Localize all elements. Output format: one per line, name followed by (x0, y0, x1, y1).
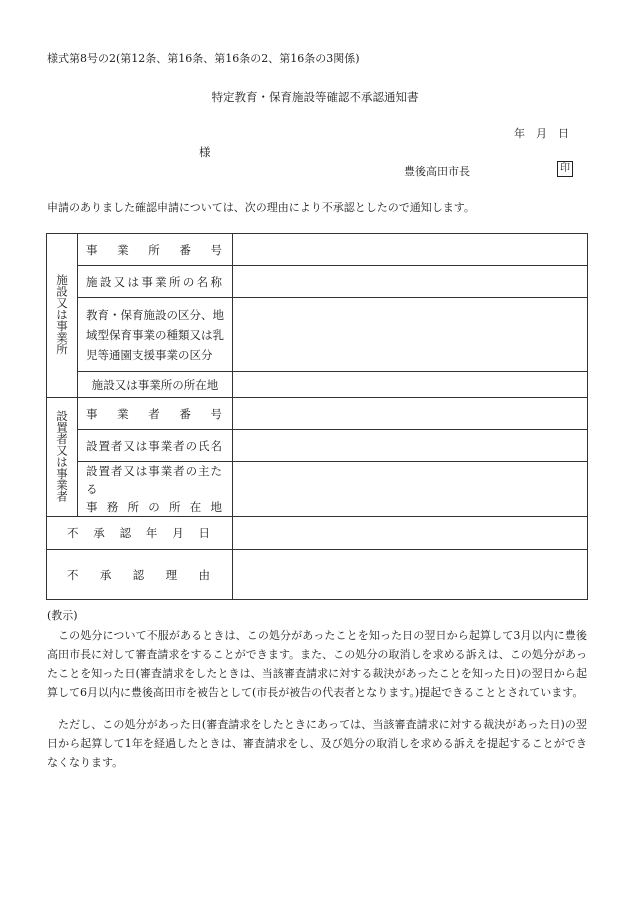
operator-name-value[interactable] (233, 430, 588, 462)
operator-group-label: 設置者又は事業者 (55, 409, 69, 502)
table-row (47, 266, 588, 298)
facility-address-value[interactable] (233, 372, 588, 398)
table-row (47, 234, 588, 266)
notice-form-table (46, 233, 588, 600)
form-reference: 様式第8号の2(第12条、第16条、第16条の2、第16条の3関係) (47, 52, 360, 65)
operator-number-value[interactable] (233, 398, 588, 430)
facility-group-cell (47, 234, 78, 398)
table-row (47, 372, 588, 398)
table-row (47, 298, 588, 372)
facility-category-value[interactable] (233, 298, 588, 372)
operator-office-address-label: 設置者又は事業者の主たる 事務所の所在地 (78, 462, 233, 517)
operator-group-cell (47, 398, 78, 517)
table-row (47, 398, 588, 430)
issuer-name: 豊後高田市長 (404, 165, 470, 178)
date-line: 年 月 日 (514, 127, 569, 140)
rejection-date-value[interactable] (233, 517, 588, 550)
document-title: 特定教育・保育施設等確認不承認通知書 (211, 90, 419, 104)
facility-number-value[interactable] (233, 234, 588, 266)
facility-name-value[interactable] (233, 266, 588, 298)
table-row (47, 430, 588, 462)
facility-address-label: 施設又は事業所の所在地 (78, 372, 233, 398)
operator-name-label: 設置者又は事業者の氏名 (78, 430, 233, 462)
intro-text: 申請のありました確認申請については、次の理由により不承認としたので通知します。 (47, 201, 475, 214)
table-row (47, 517, 588, 550)
operator-number-label: 事業者番号 (78, 398, 233, 430)
rejection-reason-value[interactable] (233, 550, 588, 600)
table-row (47, 462, 588, 517)
addressee-honorific: 様 (199, 145, 211, 159)
seal-mark: 印 (557, 161, 573, 177)
facility-group-label: 施設又は事業所 (55, 273, 69, 355)
table-row (47, 550, 588, 600)
facility-category-label: 教育・保育施設の区分、地域型保育事業の種類又は乳児等通園支援事業の区分 (78, 298, 233, 372)
facility-name-label: 施設又は事業所の名称 (78, 266, 233, 298)
rejection-reason-label: 不承認理由 (47, 550, 233, 600)
facility-number-label: 事業所番号 (78, 234, 233, 266)
notice-paragraph-1: この処分について不服があるときは、この処分があったことを知った日の翌日から起算して3月以内に豊後高田市長に対して審査請求をすることができます。また、この処分の取消しを求める訴えは、この処分があったことを知った日(審査請求をしたときは、当該審査請求に対する裁決があったことを知った日)の翌日から起算して6月以内に豊後高田市を被告として(市長が被告の代表者となります。)提起できることとされています。 (47, 629, 587, 699)
notice-title: (教示) (47, 609, 78, 622)
notice-paragraph-2: ただし、この処分があった日(審査請求をしたときにあっては、当該審査請求に対する裁決があった日)の翌日から起算して1年を経過したときは、審査請求をし、及び処分の取消しを求める訴えを提起することができなくなります。 (47, 718, 587, 769)
operator-office-address-value[interactable] (233, 462, 588, 517)
rejection-date-label: 不承認年月日 (47, 517, 233, 550)
